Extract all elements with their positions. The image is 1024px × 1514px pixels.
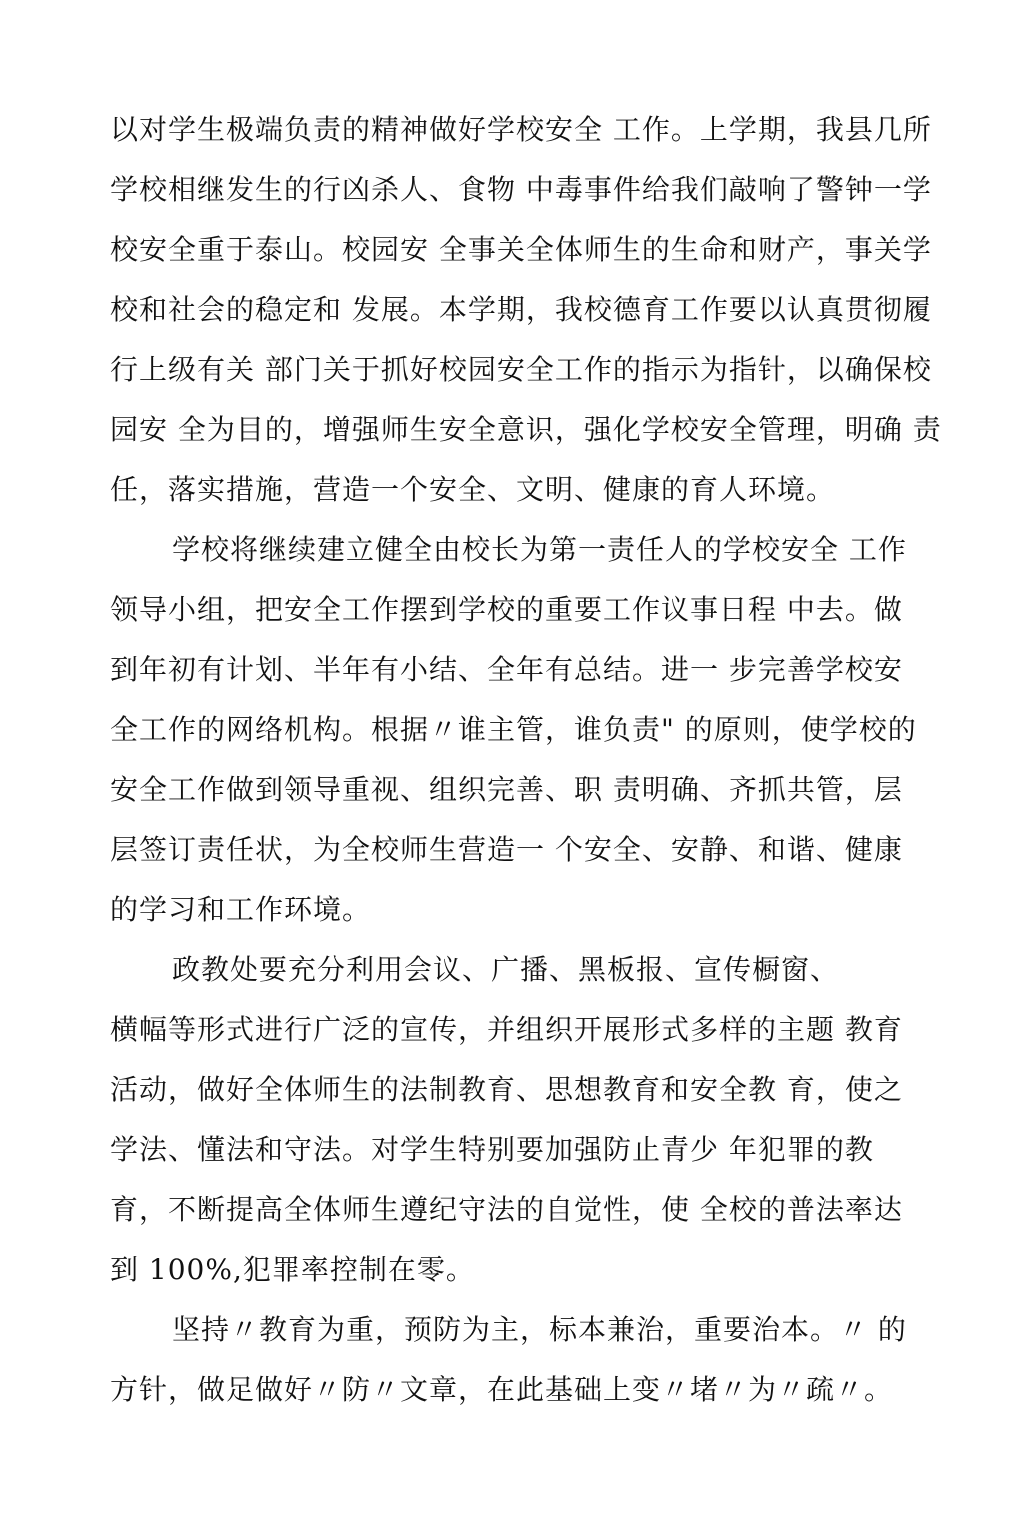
paragraph-2 bbox=[110, 520, 930, 940]
paragraph-4 bbox=[110, 1300, 930, 1420]
paragraph-1 bbox=[110, 100, 942, 520]
text-line: 安全工作做到领导重视、组织完善、职 责明确、齐抓共管，层 bbox=[110, 773, 903, 806]
text-line: 坚持〃教育为重，预防为主，标本兼治，重要治本。〃 的 bbox=[172, 1313, 907, 1346]
text-line: 学校相继发生的行凶杀人、食物 中毒事件给我们敲响了警钟一学 bbox=[110, 173, 932, 206]
text-line: 校安全重于泰山。校园安 全事关全体师生的生命和财产，事关学 bbox=[110, 233, 932, 266]
text-line: 领导小组，把安全工作摆到学校的重要工作议事日程 中去。做 bbox=[110, 593, 903, 626]
text-line: 园安 全为目的，增强师生安全意识，强化学校安全管理，明确 责 bbox=[110, 413, 942, 446]
text-line: 校和社会的稳定和 发展。本学期，我校德育工作要以认真贯彻履 bbox=[110, 293, 932, 326]
text-line: 横幅等形式进行广泛的宣传，并组织开展形式多样的主题 教育 bbox=[110, 1013, 903, 1046]
text-line: 学法、懂法和守法。对学生特别要加强防止青少 年犯罪的教 bbox=[110, 1133, 874, 1166]
text-line: 行上级有关 部门关于抓好校园安全工作的指示为指针，以确保校 bbox=[110, 353, 932, 386]
text-line: 层签订责任状，为全校师生营造一 个安全、安静、和谐、健康 bbox=[110, 833, 903, 866]
text-line: 方针，做足做好〃防〃文章，在此基础上变〃堵〃为〃疏〃。 bbox=[110, 1373, 894, 1406]
document-body bbox=[110, 100, 942, 1420]
text-line: 学校将继续建立健全由校长为第一责任人的学校安全 工作 bbox=[172, 533, 907, 566]
text-line: 任，落实措施，营造一个安全、文明、健康的育人环境。 bbox=[110, 473, 836, 506]
text-line: 到 100%,犯罪率控制在零。 bbox=[110, 1253, 475, 1286]
text-line: 以对学生极端负责的精神做好学校安全 工作。上学期，我县几所 bbox=[110, 113, 932, 146]
text-line: 政教处要充分利用会议、广播、黑板报、宣传橱窗、 bbox=[172, 953, 840, 986]
paragraph-3 bbox=[110, 940, 930, 1300]
text-line: 的学习和工作环境。 bbox=[110, 893, 372, 926]
text-line: 活动，做好全体师生的法制教育、思想教育和安全教 育，使之 bbox=[110, 1073, 903, 1106]
text-line: 全工作的网络机构。根据〃谁主管，谁负责" 的原则，使学校的 bbox=[110, 713, 917, 746]
text-line: 到年初有计划、半年有小结、全年有总结。进一 步完善学校安 bbox=[110, 653, 903, 686]
text-line: 育，不断提高全体师生遵纪守法的自觉性，使 全校的普法率达 bbox=[110, 1193, 903, 1226]
